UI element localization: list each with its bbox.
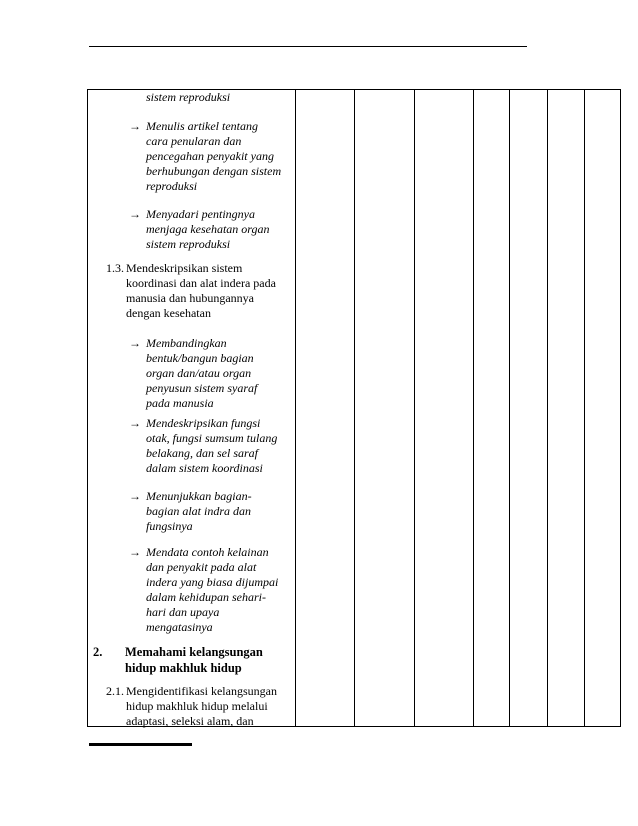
text-line: indera yang biasa dijumpai xyxy=(146,575,279,589)
text-block xyxy=(146,90,291,105)
text-line: Memahami kelangsungan xyxy=(125,645,263,659)
arrow-icon: → xyxy=(129,489,141,503)
text-line: Mendeskripsikan sistem xyxy=(126,261,243,275)
text-line: menjaga kesehatan organ xyxy=(146,222,270,236)
column-divider xyxy=(354,90,355,726)
text-line: Membandingkan xyxy=(146,336,227,350)
text-line: adaptasi, seleksi alam, dan xyxy=(126,714,254,728)
text-line: manusia dan hubungannya xyxy=(126,291,254,305)
text-line: Mendata contoh kelainan xyxy=(146,545,269,559)
text-line: hidup makhluk hidup melalui xyxy=(126,699,268,713)
arrow-icon: → xyxy=(129,119,141,133)
text-line: reproduksi xyxy=(146,179,198,193)
column-divider xyxy=(509,90,510,726)
column-divider xyxy=(584,90,585,726)
column-divider xyxy=(547,90,548,726)
text-line: cara penularan dan xyxy=(146,134,242,148)
footnote-rule xyxy=(89,743,192,746)
competency-item xyxy=(106,261,296,321)
arrow-icon: → xyxy=(129,336,141,350)
text-line: dengan kesehatan xyxy=(126,306,211,320)
text-line: Mengidentifikasi kelangsungan xyxy=(126,684,277,698)
competency-table xyxy=(87,89,621,727)
text-line: belakang, dan sel saraf xyxy=(146,446,258,460)
text-line: hari dan upaya xyxy=(146,605,220,619)
text-line: fungsinya xyxy=(146,519,193,533)
item-number: 1.3. xyxy=(106,261,124,275)
text-line: koordinasi dan alat indera pada xyxy=(126,276,276,290)
indicator-item xyxy=(129,207,294,252)
text-line: Menyadari pentingnya xyxy=(146,207,255,221)
indicator-item xyxy=(129,545,294,635)
item-number: 2.1. xyxy=(106,684,124,698)
arrow-icon: → xyxy=(129,207,141,221)
arrow-icon: → xyxy=(129,416,141,430)
competency-item xyxy=(106,684,296,729)
indicator-item xyxy=(129,336,294,411)
text-line: otak, fungsi sumsum tulang xyxy=(146,431,278,445)
column-divider xyxy=(473,90,474,726)
column-divider xyxy=(414,90,415,726)
text-line: dan penyakit pada alat xyxy=(146,560,257,574)
text-line: pada manusia xyxy=(146,396,214,410)
text-line: dalam sistem koordinasi xyxy=(146,461,263,475)
text-line: sistem reproduksi xyxy=(146,90,231,104)
text-line: bagian alat indra dan xyxy=(146,504,252,518)
text-line: dalam kehidupan sehari- xyxy=(146,590,266,604)
text-line: sistem reproduksi xyxy=(146,237,231,251)
text-line: bentuk/bangun bagian xyxy=(146,351,254,365)
text-line: Mendeskripsikan fungsi xyxy=(146,416,261,430)
arrow-icon: → xyxy=(129,545,141,559)
text-line: Menulis artikel tentang xyxy=(146,119,258,133)
indicator-item xyxy=(129,119,294,194)
text-line: pencegahan penyakit yang xyxy=(146,149,274,163)
text-line: Menunjukkan bagian- xyxy=(146,489,252,503)
item-number: 2. xyxy=(93,645,103,659)
indicator-item xyxy=(129,489,294,534)
text-line: organ dan/atau organ xyxy=(146,366,252,380)
indicator-item xyxy=(129,416,294,476)
text-line: berhubungan dengan sistem xyxy=(146,164,282,178)
text-line: penyusun sistem syaraf xyxy=(146,381,258,395)
text-line: mengatasinya xyxy=(146,620,213,634)
text-line: hidup makhluk hidup xyxy=(125,661,242,675)
header-rule xyxy=(89,46,527,47)
competency-heading xyxy=(93,644,293,676)
